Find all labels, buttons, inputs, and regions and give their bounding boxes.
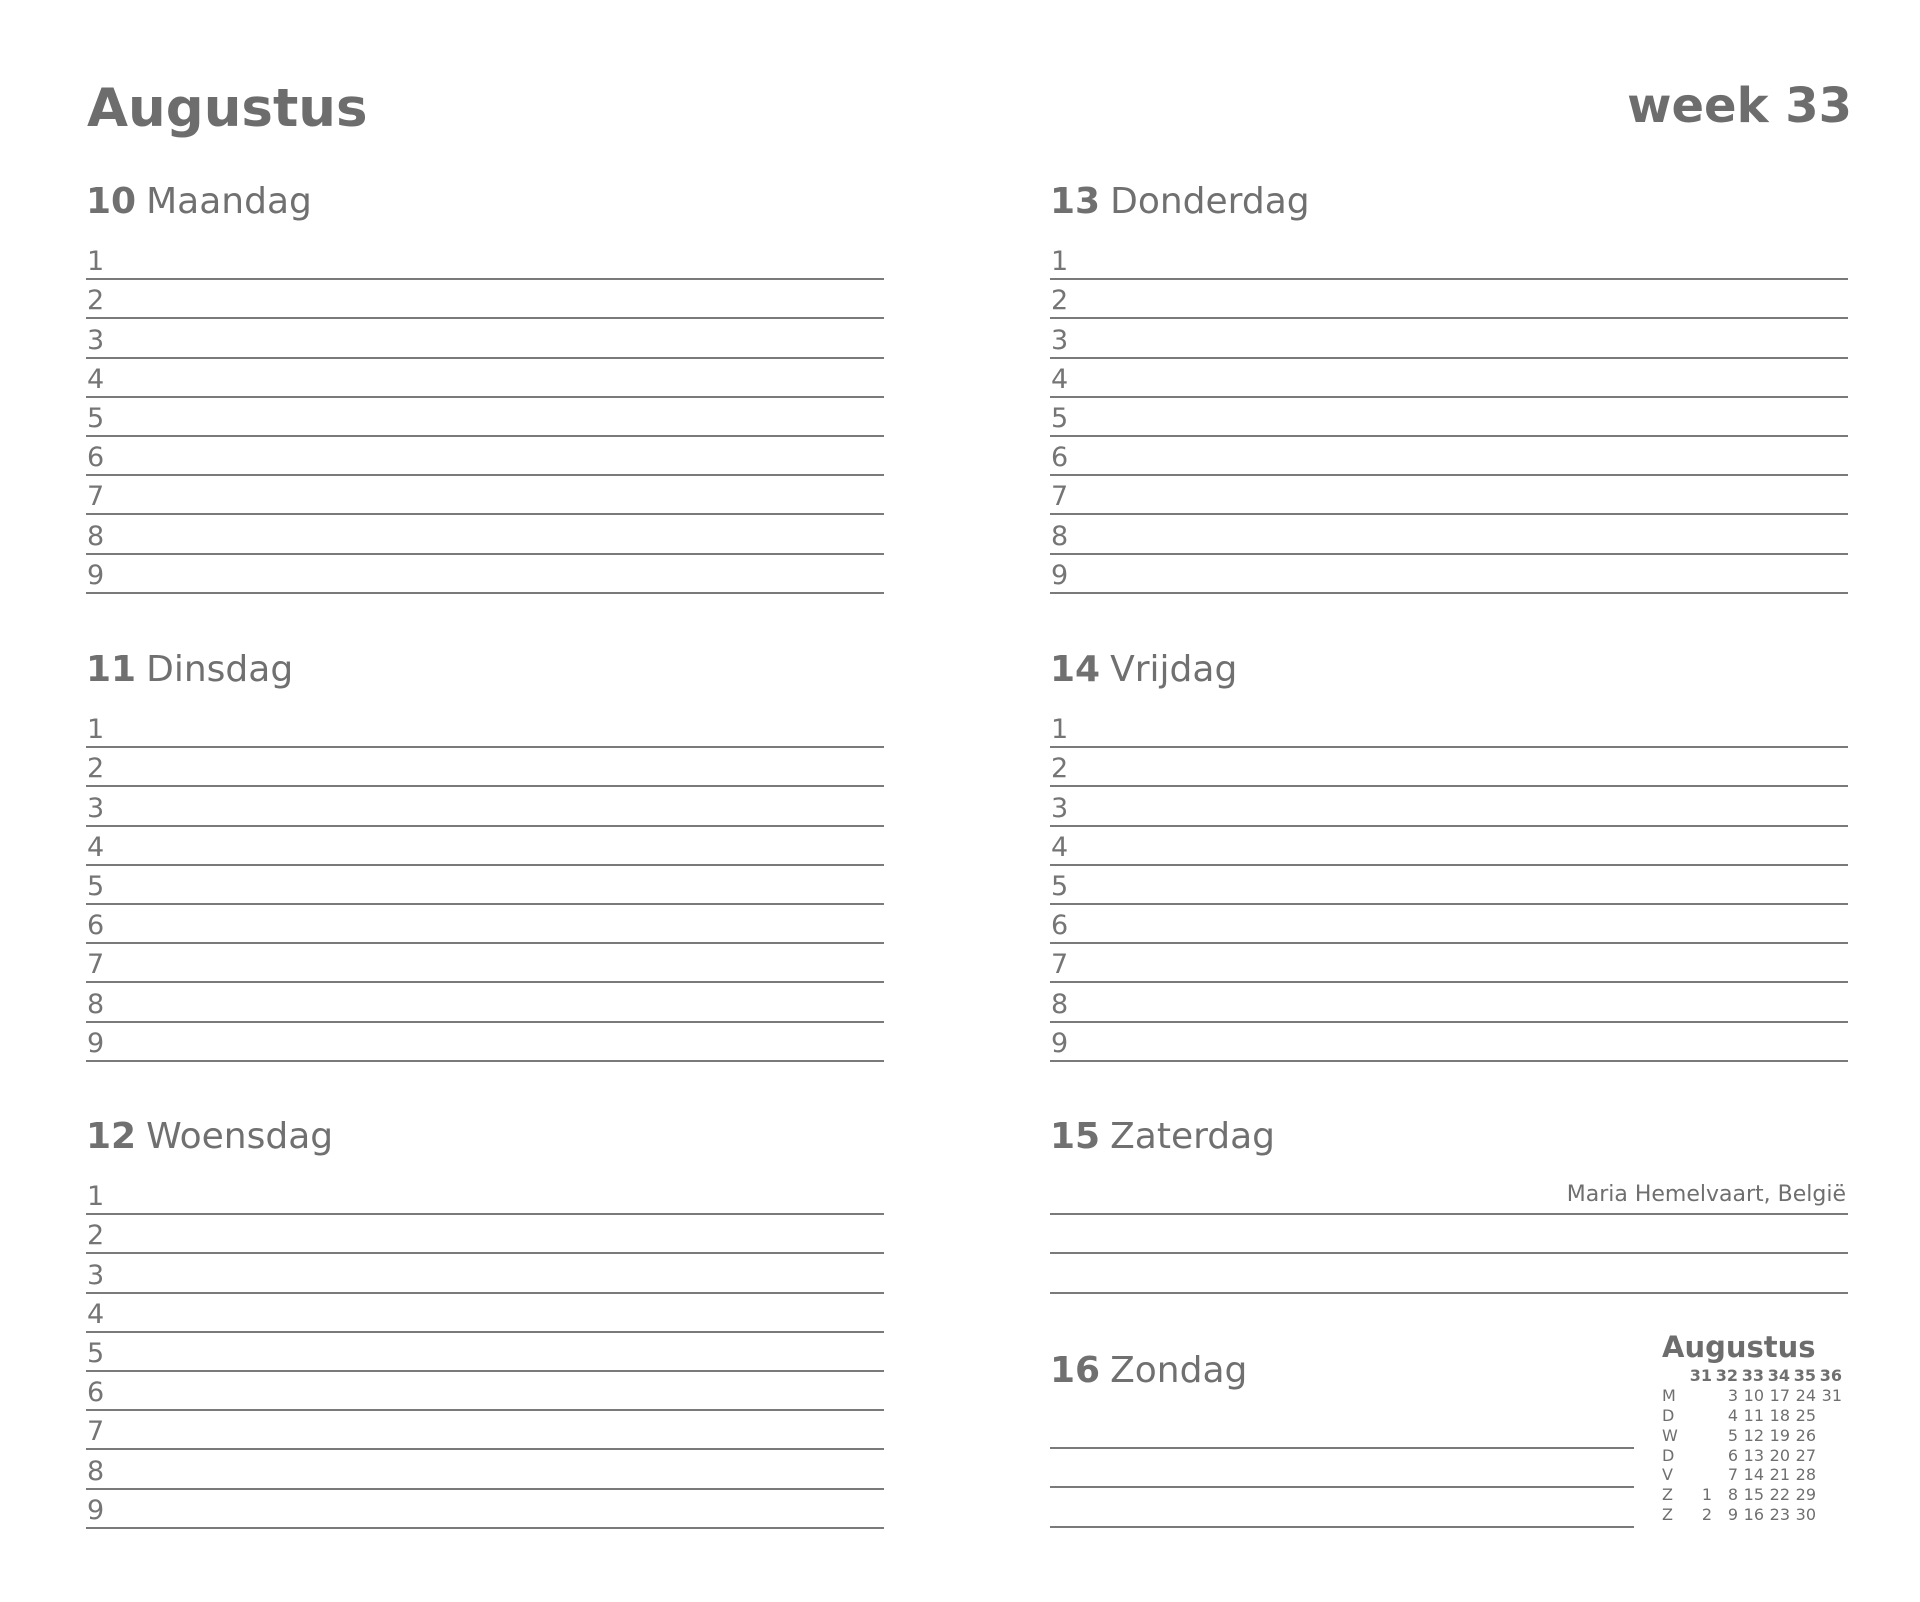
- date-cell: 8: [1727, 1485, 1738, 1505]
- day-number: 14: [1050, 649, 1101, 690]
- hour-line[interactable]: [86, 280, 884, 319]
- note-line[interactable]: [1050, 1488, 1634, 1527]
- date-cell: 6: [1727, 1445, 1738, 1465]
- hour-label: 3: [1051, 792, 1069, 824]
- date-cell: 28: [1795, 1465, 1816, 1485]
- weekday-label: Z: [1662, 1504, 1673, 1524]
- date-cell: 19: [1769, 1425, 1790, 1445]
- note-line[interactable]: [1050, 1176, 1848, 1215]
- hour-lines: [1050, 241, 1848, 594]
- weekday-row: [1662, 1465, 1842, 1485]
- weekday-label: D: [1662, 1445, 1675, 1465]
- hour-label: 9: [1051, 559, 1069, 591]
- hour-label: 9: [87, 559, 105, 591]
- day-heading: [86, 1116, 884, 1168]
- day-heading: [1050, 181, 1848, 233]
- weekday-row: [1662, 1386, 1842, 1406]
- weekday-row: [1662, 1485, 1842, 1505]
- date-cell: 7: [1727, 1465, 1738, 1485]
- hour-line[interactable]: [1050, 709, 1848, 748]
- hour-line[interactable]: [86, 359, 884, 398]
- date-cell: 14: [1743, 1465, 1764, 1485]
- week-number: 36: [1819, 1366, 1842, 1386]
- hour-label: 3: [87, 324, 105, 356]
- hour-label: 1: [87, 246, 105, 278]
- date-cell: 31: [1821, 1386, 1842, 1406]
- hour-label: 4: [87, 363, 105, 395]
- hour-label: 7: [87, 481, 105, 513]
- hour-line[interactable]: [86, 398, 884, 437]
- hour-line[interactable]: [1050, 437, 1848, 476]
- date-cell: 12: [1743, 1425, 1764, 1445]
- week-number: week 33: [1627, 78, 1852, 134]
- date-cell: 22: [1769, 1485, 1790, 1505]
- date-cell: 29: [1795, 1485, 1816, 1505]
- day-name: Maandag: [146, 181, 312, 222]
- hour-line[interactable]: [86, 1254, 884, 1293]
- hour-label: 1: [87, 714, 105, 746]
- hour-line[interactable]: [86, 319, 884, 358]
- day-block-monday: [86, 181, 884, 591]
- hour-line[interactable]: [1050, 866, 1848, 905]
- weekday-label: W: [1662, 1425, 1678, 1445]
- hour-label: 8: [87, 520, 105, 552]
- date-cell: 11: [1743, 1405, 1764, 1425]
- day-name: Vrijdag: [1110, 649, 1238, 690]
- hour-line[interactable]: [86, 241, 884, 280]
- hour-line[interactable]: [86, 709, 884, 748]
- date-cell: 30: [1795, 1504, 1816, 1524]
- hour-label: 6: [1051, 442, 1069, 474]
- weekday-label: V: [1662, 1465, 1673, 1485]
- weekday-row: [1662, 1445, 1842, 1465]
- hour-label: 7: [1051, 949, 1069, 981]
- hour-label: 6: [87, 1377, 105, 1409]
- hour-label: 8: [1051, 988, 1069, 1020]
- date-cell: 9: [1727, 1504, 1738, 1524]
- day-number: 13: [1050, 181, 1101, 222]
- hour-label: 6: [1051, 910, 1069, 942]
- hour-label: 6: [87, 910, 105, 942]
- hour-line[interactable]: [86, 1372, 884, 1411]
- hour-line[interactable]: [86, 866, 884, 905]
- hour-line[interactable]: [1050, 1023, 1848, 1062]
- hour-line[interactable]: [1050, 319, 1848, 358]
- date-cell: 1: [1701, 1485, 1712, 1505]
- week-number: 31: [1689, 1366, 1712, 1386]
- hour-line[interactable]: [86, 827, 884, 866]
- hour-label: 2: [87, 285, 105, 317]
- note-line[interactable]: [1050, 1449, 1634, 1488]
- hour-line[interactable]: [86, 515, 884, 554]
- mini-calendar: [1662, 1330, 1852, 1524]
- hour-line[interactable]: [86, 1333, 884, 1372]
- date-cell: [1686, 1425, 1712, 1445]
- hour-line[interactable]: [1050, 476, 1848, 515]
- date-cell: [1816, 1425, 1842, 1445]
- hour-label: 5: [1051, 870, 1069, 902]
- hour-label: 4: [1051, 363, 1069, 395]
- date-cell: 18: [1769, 1405, 1790, 1425]
- hour-line[interactable]: [86, 787, 884, 826]
- hour-label: 4: [87, 1298, 105, 1330]
- date-cell: 25: [1795, 1405, 1816, 1425]
- hour-lines: [1050, 709, 1848, 1062]
- day-heading: [86, 649, 884, 701]
- week-number: 34: [1767, 1366, 1790, 1386]
- date-cell: [1816, 1445, 1842, 1465]
- date-cell: 13: [1743, 1445, 1764, 1465]
- hour-line[interactable]: [86, 1490, 884, 1529]
- hour-line[interactable]: [1050, 398, 1848, 437]
- hour-line[interactable]: [1050, 905, 1848, 944]
- hour-line[interactable]: [1050, 983, 1848, 1022]
- hour-line[interactable]: [1050, 748, 1848, 787]
- hour-lines: [86, 241, 884, 594]
- date-cell: 26: [1795, 1425, 1816, 1445]
- hour-label: 2: [87, 1220, 105, 1252]
- hour-label: 9: [87, 1494, 105, 1526]
- day-number: 15: [1050, 1116, 1101, 1157]
- day-number: 16: [1050, 1350, 1101, 1391]
- hour-line[interactable]: [86, 748, 884, 787]
- date-cell: [1686, 1386, 1712, 1406]
- day-block-sunday: [1050, 1350, 1634, 1402]
- hour-label: 9: [1051, 1027, 1069, 1059]
- day-number: 11: [86, 649, 137, 690]
- day-name: Woensdag: [146, 1116, 334, 1157]
- hour-line[interactable]: [86, 437, 884, 476]
- hour-label: 6: [87, 442, 105, 474]
- hour-label: 3: [87, 792, 105, 824]
- hour-label: 3: [87, 1259, 105, 1291]
- day-name: Dinsdag: [146, 649, 294, 690]
- hour-label: 8: [1051, 520, 1069, 552]
- day-name: Donderdag: [1110, 181, 1310, 222]
- hour-label: 5: [87, 402, 105, 434]
- week-number: 33: [1741, 1366, 1764, 1386]
- hour-label: 3: [1051, 324, 1069, 356]
- hour-line[interactable]: [1050, 515, 1848, 554]
- hour-label: 8: [87, 988, 105, 1020]
- weekday-row: [1662, 1425, 1842, 1445]
- hour-line[interactable]: [86, 905, 884, 944]
- date-cell: [1686, 1465, 1712, 1485]
- date-cell: [1686, 1406, 1712, 1426]
- date-cell: [1816, 1465, 1842, 1485]
- hour-label: 1: [1051, 714, 1069, 746]
- date-cell: 21: [1769, 1465, 1790, 1485]
- hour-label: 4: [87, 831, 105, 863]
- mini-calendar-title: Augustus: [1662, 1330, 1816, 1364]
- day-name: Zaterdag: [1110, 1116, 1276, 1157]
- day-name: Zondag: [1110, 1350, 1248, 1391]
- hour-lines: [86, 709, 884, 1062]
- hour-line[interactable]: [86, 944, 884, 983]
- week-number: 32: [1715, 1366, 1738, 1386]
- date-cell: [1816, 1406, 1842, 1426]
- hour-label: 8: [87, 1455, 105, 1487]
- hour-label: 7: [1051, 481, 1069, 513]
- hour-label: 9: [87, 1027, 105, 1059]
- hour-line[interactable]: [86, 983, 884, 1022]
- week-number-row: [1662, 1366, 1842, 1386]
- day-number: 12: [86, 1116, 137, 1157]
- hour-line[interactable]: [1050, 944, 1848, 983]
- date-cell: [1816, 1505, 1842, 1525]
- note-lines: [1050, 1410, 1634, 1528]
- hour-line[interactable]: [1050, 827, 1848, 866]
- day-number: 10: [86, 181, 137, 222]
- hour-line[interactable]: [86, 1450, 884, 1489]
- date-cell: 16: [1743, 1504, 1764, 1524]
- hour-label: 5: [87, 870, 105, 902]
- day-block-thursday: [1050, 181, 1848, 591]
- hour-line[interactable]: [86, 1294, 884, 1333]
- hour-label: 1: [87, 1181, 105, 1213]
- date-cell: 27: [1795, 1445, 1816, 1465]
- date-cell: [1816, 1485, 1842, 1505]
- day-heading: [1050, 649, 1848, 701]
- hour-line[interactable]: [86, 476, 884, 515]
- day-block-wednesday: [86, 1116, 884, 1526]
- hour-line[interactable]: [1050, 280, 1848, 319]
- date-cell: [1686, 1445, 1712, 1465]
- date-cell: 24: [1795, 1386, 1816, 1406]
- date-cell: 3: [1727, 1386, 1738, 1406]
- weekday-row: [1662, 1505, 1842, 1525]
- hour-label: 5: [1051, 402, 1069, 434]
- date-cell: 17: [1769, 1386, 1790, 1406]
- day-block-tuesday: [86, 649, 884, 1059]
- hour-line[interactable]: [1050, 787, 1848, 826]
- note-line[interactable]: [1050, 1215, 1848, 1254]
- weekday-label: M: [1662, 1386, 1676, 1406]
- hour-line[interactable]: [1050, 359, 1848, 398]
- hour-label: 7: [87, 1416, 105, 1448]
- hour-line[interactable]: [1050, 241, 1848, 280]
- hour-label: 5: [87, 1337, 105, 1369]
- hour-label: 2: [87, 753, 105, 785]
- mini-calendar-grid: [1662, 1366, 1842, 1524]
- day-block-saturday: [1050, 1116, 1848, 1208]
- hour-label: 4: [1051, 831, 1069, 863]
- holiday-note: Maria Hemelvaart, België: [1566, 1182, 1846, 1208]
- hour-line[interactable]: [86, 1023, 884, 1062]
- date-cell: 23: [1769, 1504, 1790, 1524]
- hour-line[interactable]: [86, 1215, 884, 1254]
- hour-label: 1: [1051, 246, 1069, 278]
- date-cell: 4: [1727, 1405, 1738, 1425]
- hour-label: 7: [87, 949, 105, 981]
- page-title: Augustus: [87, 78, 368, 139]
- date-cell: 2: [1701, 1504, 1712, 1524]
- note-line[interactable]: [1050, 1254, 1848, 1293]
- day-block-friday: [1050, 649, 1848, 1059]
- hour-lines: [86, 1176, 884, 1529]
- day-heading: [1050, 1116, 1848, 1168]
- day-heading: [1050, 1350, 1634, 1402]
- corner-cell: [1662, 1366, 1686, 1386]
- day-heading: [86, 181, 884, 233]
- hour-line[interactable]: [86, 555, 884, 594]
- date-cell: 20: [1769, 1445, 1790, 1465]
- date-cell: 15: [1743, 1485, 1764, 1505]
- weekday-label: D: [1662, 1405, 1675, 1425]
- hour-line[interactable]: [1050, 555, 1848, 594]
- week-number: 35: [1793, 1366, 1816, 1386]
- note-line[interactable]: [1050, 1410, 1634, 1449]
- date-cell: 10: [1743, 1386, 1764, 1406]
- hour-line[interactable]: [86, 1176, 884, 1215]
- weekday-row: [1662, 1406, 1842, 1426]
- hour-label: 2: [1051, 285, 1069, 317]
- note-lines: [1050, 1176, 1848, 1294]
- weekday-label: Z: [1662, 1485, 1673, 1505]
- hour-label: 2: [1051, 753, 1069, 785]
- hour-line[interactable]: [86, 1411, 884, 1450]
- date-cell: 5: [1727, 1425, 1738, 1445]
